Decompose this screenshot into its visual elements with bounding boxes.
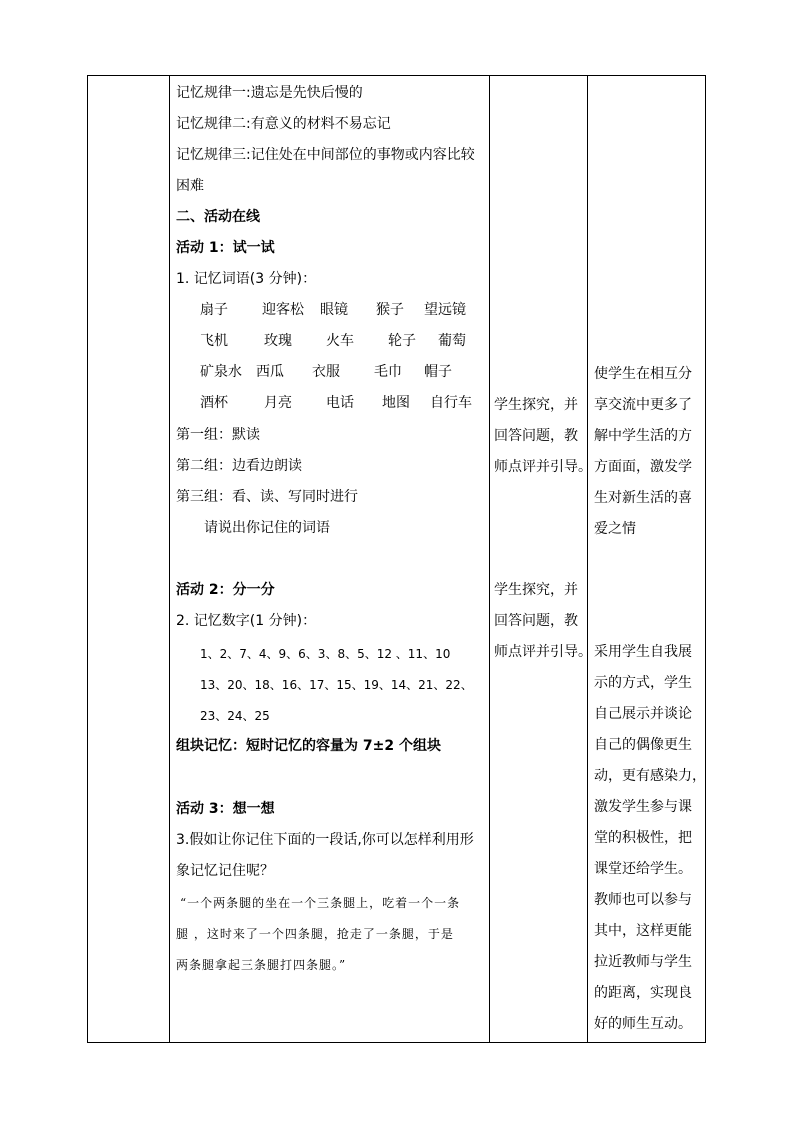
- word: 酒杯: [200, 395, 228, 411]
- design-intent-text: 拉近教师与学生: [594, 954, 692, 970]
- section-title: 二、活动在线: [176, 209, 260, 225]
- number-sequence: 13、20、18、16、17、15、19、14、21、22、: [200, 678, 473, 692]
- word: 玫瑰: [264, 333, 292, 349]
- design-intent-text: 堂的积极性，把: [594, 830, 692, 846]
- design-intent-text: 生对新生活的喜: [594, 490, 692, 506]
- memory-rule: 记忆规律三:记住处在中间部位的事物或内容比较: [176, 147, 475, 163]
- group-instruction: 第二组：边看边朗读: [176, 458, 302, 474]
- word: 自行车: [430, 395, 472, 411]
- activity-question: 3.假如让你记住下面的一段话,你可以怎样利用形: [176, 832, 474, 848]
- word: 帽子: [424, 364, 452, 380]
- word: 葡萄: [438, 333, 466, 349]
- student-activity-text: 学生探究，并: [494, 582, 578, 598]
- group-instruction: 第一组：默读: [176, 427, 260, 443]
- activity-task: 1. 记忆词语(3 分钟)：: [176, 271, 317, 287]
- activity-prompt: 请说出你记住的词语: [204, 520, 330, 536]
- word: 月亮: [264, 395, 292, 411]
- word: 望远镜: [424, 302, 466, 318]
- chunk-note: 组块记忆：短时记忆的容量为 7±2 个组块: [176, 738, 441, 754]
- word: 衣服: [312, 364, 340, 380]
- design-intent-text: 使学生在相互分: [594, 366, 692, 382]
- activity-title: 活动 1：试一试: [176, 240, 275, 256]
- student-activity-text: 师点评并引导。: [494, 459, 592, 475]
- word: 毛巾: [374, 364, 402, 380]
- word: 矿泉水: [200, 364, 242, 380]
- design-intent-text: 教师也可以参与: [594, 892, 692, 908]
- word: 地图: [382, 395, 410, 411]
- column-divider: [489, 76, 490, 1042]
- design-intent-text: 解中学生活的方: [594, 428, 692, 444]
- word: 眼镜: [320, 302, 348, 318]
- word: 火车: [326, 333, 354, 349]
- design-intent-text: 课堂还给学生。: [594, 861, 692, 877]
- design-intent-text: 自己展示并谈论: [594, 706, 692, 722]
- word: 迎客松: [262, 302, 304, 318]
- column-divider: [587, 76, 588, 1042]
- design-intent-text: 享交流中更多了: [594, 397, 692, 413]
- memory-rule: 记忆规律一:遗忘是先快后慢的: [176, 85, 363, 101]
- memory-rule: 记忆规律二:有意义的材料不易忘记: [176, 116, 391, 132]
- quote-passage: 腿 ，这时来了一个四条腿，抢走了一条腿，于是: [176, 927, 454, 941]
- group-instruction: 第三组：看、读、写同时进行: [176, 489, 358, 505]
- activity-title: 活动 2：分一分: [176, 582, 275, 598]
- design-intent-text: 采用学生自我展: [594, 644, 692, 660]
- student-activity-text: 回答问题，教: [494, 428, 578, 444]
- number-sequence: 1、2、7、4、9、6、3、8、5、12 、11、10: [200, 647, 451, 661]
- word: 西瓜: [256, 364, 284, 380]
- column-divider: [169, 76, 170, 1042]
- word: 飞机: [200, 333, 228, 349]
- student-activity-text: 回答问题，教: [494, 613, 578, 629]
- quote-passage: “一个两条腿的坐在一个三条腿上，吃着一个一条: [180, 896, 461, 910]
- design-intent-text: 好的师生互动。: [594, 1016, 692, 1032]
- word: 扇子: [200, 302, 228, 318]
- design-intent-text: 动，更有感染力，: [594, 768, 706, 784]
- quote-passage: 两条腿拿起三条腿打四条腿。”: [176, 958, 347, 972]
- word: 猴子: [376, 302, 404, 318]
- activity-task: 2. 记忆数字(1 分钟)：: [176, 613, 317, 629]
- student-activity-text: 学生探究，并: [494, 397, 578, 413]
- memory-rule: 困难: [176, 178, 204, 194]
- design-intent-text: 其中，这样更能: [594, 923, 692, 939]
- design-intent-text: 方面面，激发学: [594, 459, 692, 475]
- student-activity-text: 师点评并引导。: [494, 644, 592, 660]
- design-intent-text: 激发学生参与课: [594, 799, 692, 815]
- activity-question: 象记忆记住呢？: [176, 863, 274, 879]
- design-intent-text: 的距离，实现良: [594, 985, 692, 1001]
- design-intent-text: 爱之情: [594, 521, 636, 537]
- word: 电话: [326, 395, 354, 411]
- design-intent-text: 示的方式，学生: [594, 675, 692, 691]
- activity-title: 活动 3：想一想: [176, 801, 275, 817]
- word: 轮子: [388, 333, 416, 349]
- number-sequence: 23、24、25: [200, 709, 270, 723]
- design-intent-text: 自己的偶像更生: [594, 737, 692, 753]
